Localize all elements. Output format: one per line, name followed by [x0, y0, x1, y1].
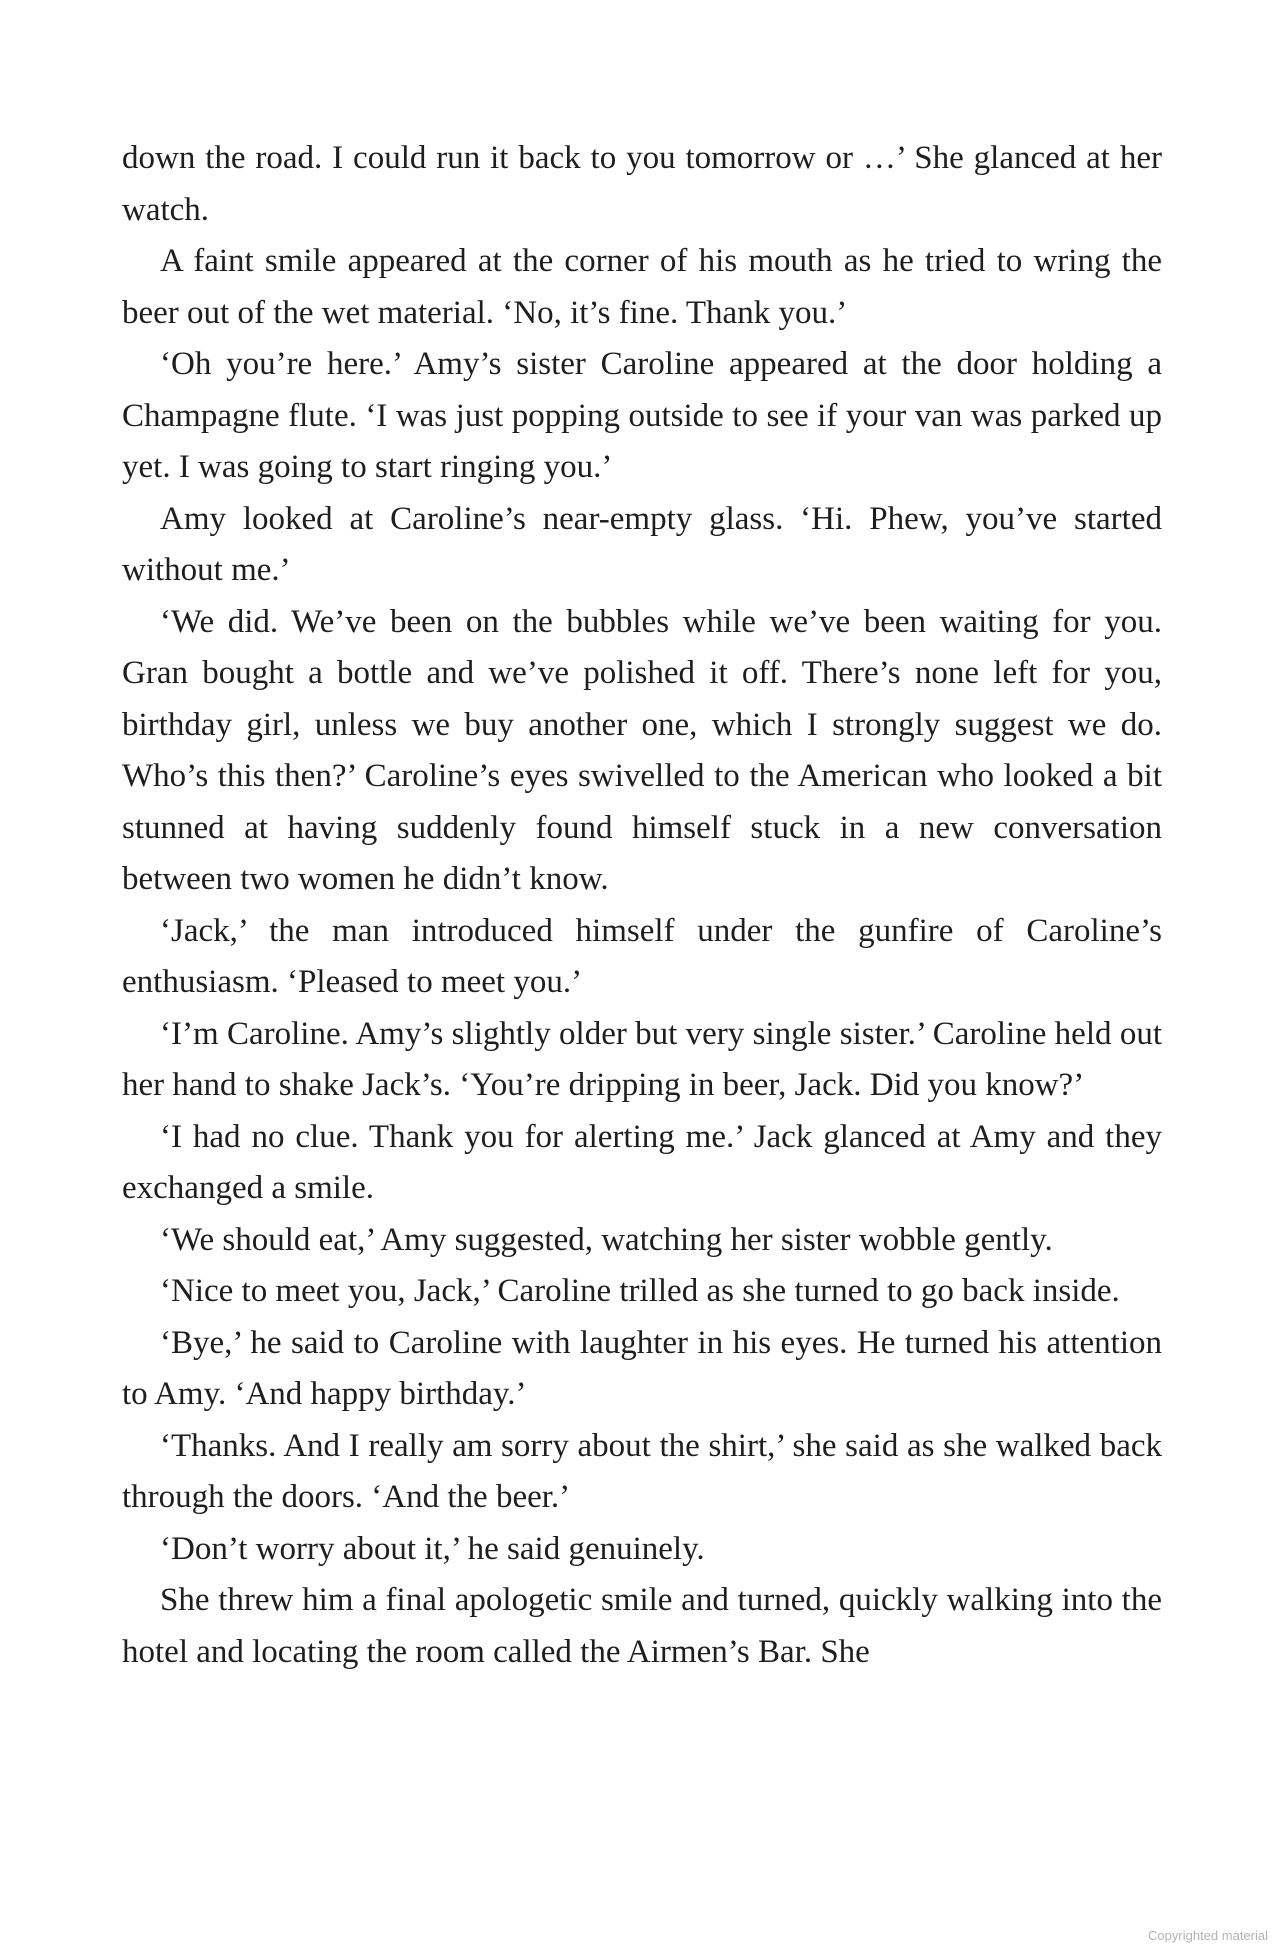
paragraph-6: ‘Jack,’ the man introduced himself under the gunfire of Caroline’s enthusiasm. ‘Pleased to meet you.’ — [122, 912, 1162, 1000]
paragraph-14: She threw him a final apologetic smile and turned, quickly walking into the hotel and locating the room called the Airmen’s Bar. She — [122, 1582, 1162, 1670]
book-page-text — [122, 133, 1162, 1678]
paragraph-13: ‘Don’t worry about it,’ he said genuinely. — [160, 1530, 705, 1567]
paragraph-8: ‘I had no clue. Thank you for alerting me.’ Jack glanced at Amy and they exchanged a smile. — [122, 1118, 1162, 1206]
copyright-watermark: Copyrighted material — [1148, 1928, 1268, 1943]
paragraph-2: A faint smile appeared at the corner of his mouth as he tried to wring the beer out of the wet material. ‘No, it’s fine. Thank you.’ — [122, 243, 1162, 331]
paragraph-7: ‘I’m Caroline. Amy’s slightly older but very single sister.’ Caroline held out her hand to shake Jack’s. ‘You’re dripping in beer, Jack. Did you know?’ — [122, 1015, 1162, 1103]
paragraph-12: ‘Thanks. And I really am sorry about the shirt,’ she said as she walked back through the doors. ‘And the beer.’ — [122, 1427, 1162, 1515]
paragraph-5: ‘We did. We’ve been on the bubbles while we’ve been waiting for you. Gran bought a bottle and we’ve polished it off. There’s none left for you, birthday girl, unless we buy another one, which I strongly suggest we do. Who’s this then?’ Caroline’s eyes swivelled to the American who looked a bit stunned at having suddenly found himself stuck in a new conversation between two women he didn’t know. — [122, 603, 1162, 897]
paragraph-9: ‘We should eat,’ Amy suggested, watching her sister wobble gently. — [160, 1221, 1053, 1258]
paragraph-3: ‘Oh you’re here.’ Amy’s sister Caroline appeared at the door holding a Champagne flute. ‘I was just popping outside to see if your van was parked up yet. I was going to start ringing you.’ — [122, 346, 1162, 485]
paragraph-4: Amy looked at Caroline’s near-empty glass. ‘Hi. Phew, you’ve started without me.’ — [122, 500, 1162, 588]
paragraph-11: ‘Bye,’ he said to Caroline with laughter in his eyes. He turned his attention to Amy. ‘And happy birthday.’ — [122, 1324, 1162, 1412]
paragraph-10: ‘Nice to meet you, Jack,’ Caroline trilled as she turned to go back inside. — [160, 1273, 1120, 1309]
paragraph-1: down the road. I could run it back to you tomorrow or …’ She glanced at her watch. — [122, 140, 1162, 228]
